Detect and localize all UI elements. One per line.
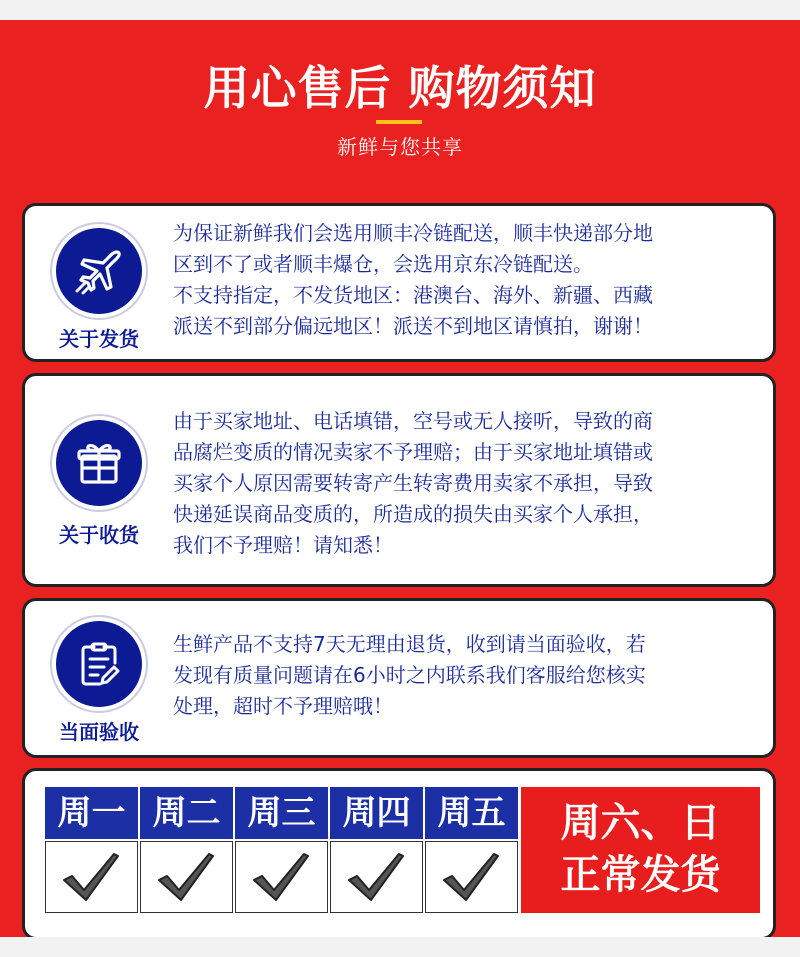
section-text <box>173 629 759 722</box>
weekend-shipping-note: 正常发货 <box>560 852 721 898</box>
weekend-days: 周六、日 <box>560 800 721 846</box>
text-line: 快递延误商品变质的，所造成的损失由买家个人承担， <box>173 502 653 526</box>
shipping-icon-ring <box>50 222 148 320</box>
day-column-tue <box>140 787 233 913</box>
bottom-band <box>0 937 800 957</box>
day-cell <box>235 841 328 913</box>
text-line: 为保证新鲜我们会选用顺丰冷链配送，顺丰快递部分地 <box>173 221 653 245</box>
checkmark-icon <box>440 850 502 904</box>
inspection-icon-ring <box>50 615 148 713</box>
text-line: 品腐烂变质的情况卖家不予理赔；由于买家地址填错或 <box>173 440 653 464</box>
day-header: 周一 <box>45 787 138 839</box>
section-label: 关于收货 <box>59 523 139 547</box>
clipboard-icon <box>56 621 142 707</box>
day-cell <box>330 841 423 913</box>
day-column-mon <box>45 787 138 913</box>
day-header: 周三 <box>235 787 328 839</box>
checkmark-icon <box>345 850 407 904</box>
text-line: 由于买家地址、电话填错，空号或无人接听，导致的商 <box>173 409 653 433</box>
airplane-icon <box>56 228 142 314</box>
top-band <box>0 0 800 20</box>
shipping-card <box>22 203 776 362</box>
text-line: 我们不予理赔！请知悉！ <box>173 533 393 557</box>
section-label: 当面验收 <box>59 720 139 744</box>
title-underline <box>376 120 422 124</box>
day-header: 周五 <box>425 787 518 839</box>
page-title: 用心售后 购物须知 <box>203 61 597 115</box>
day-column-thu <box>330 787 423 913</box>
checkmark-icon <box>250 850 312 904</box>
receiving-card <box>22 373 776 587</box>
text-line: 生鲜产品不支持7天无理由退货，收到请当面验收，若 <box>173 632 646 656</box>
day-cell <box>45 841 138 913</box>
day-header: 周四 <box>330 787 423 839</box>
gift-icon <box>56 420 142 506</box>
day-cell <box>425 841 518 913</box>
schedule-table <box>45 787 760 913</box>
section-text <box>173 218 759 342</box>
text-line: 派送不到部分偏远地区！派送不到地区请慎拍，谢谢！ <box>173 314 653 338</box>
section-text <box>173 406 759 561</box>
text-line: 不支持指定，不发货地区：港澳台、海外、新疆、西藏 <box>173 283 653 307</box>
text-line: 发现有质量问题请在6小时之内联系我们客服给您核实 <box>173 663 646 687</box>
page-subtitle: 新鲜与您共享 <box>337 135 463 159</box>
checkmark-icon <box>60 850 122 904</box>
shipping-schedule-card <box>22 768 776 940</box>
day-column-fri <box>425 787 518 913</box>
day-cell <box>140 841 233 913</box>
text-line: 买家个人原因需要转寄产生转寄费用卖家不承担，导致 <box>173 471 653 495</box>
receiving-icon-ring <box>50 414 148 512</box>
day-column-wed <box>235 787 328 913</box>
checkmark-icon <box>155 850 217 904</box>
text-line: 处理，超时不予理赔哦！ <box>173 694 393 718</box>
day-header: 周二 <box>140 787 233 839</box>
weekend-notice <box>521 787 760 913</box>
inspection-card <box>22 598 776 758</box>
text-line: 区到不了或者顺丰爆仓，会选用京东冷链配送。 <box>173 252 593 276</box>
section-label: 关于发货 <box>59 327 139 351</box>
